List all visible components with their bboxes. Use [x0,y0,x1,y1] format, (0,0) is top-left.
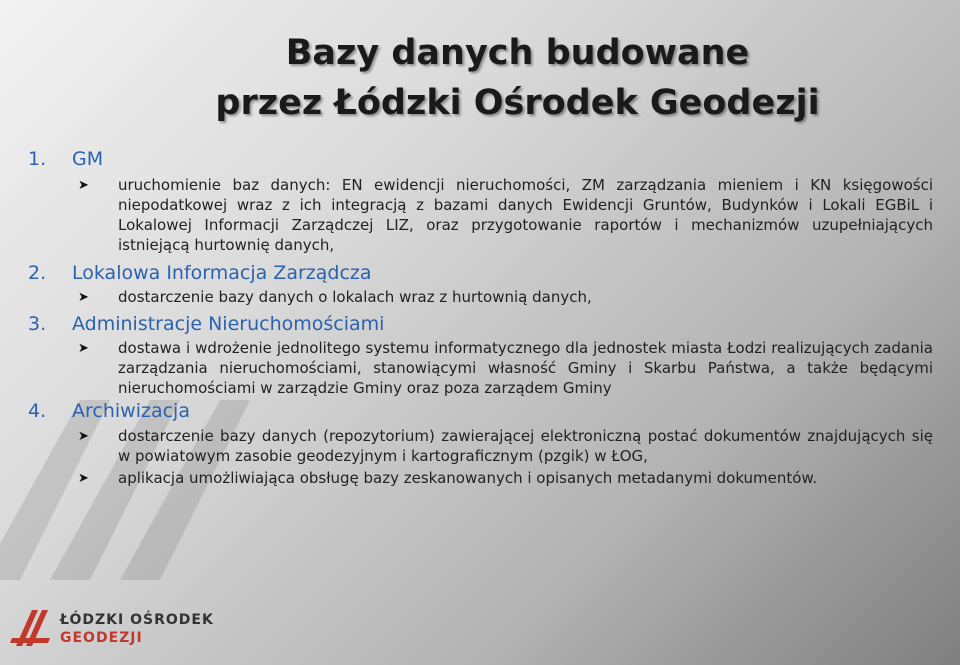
logo-line-1: ŁÓDZKI OŚRODEK [60,612,214,628]
list-item [78,287,933,308]
arrow-bullet-icon: ➤ [78,290,89,305]
section-title: Administracje Nieruchomościami [72,313,385,335]
title-line-1: Bazy danych budowane [285,33,750,73]
section-heading [28,311,933,337]
list-item [78,338,933,398]
list-item-text: dostarczenie bazy danych o lokalach wraz z hurtownią danych, [118,288,592,306]
section-title: GM [72,148,104,170]
list-item [78,426,933,466]
section-archiwizacja [28,398,933,489]
list-item-text: uruchomienie baz danych: EN ewidencji nieruchomości, ZM zarządzania mieniem i KN księgowości niepodatkowej wraz z ich integracją z bazami danych Ewidencji Gruntów, Budynków i Lokali EGBiL i Lokalowej Informacji Zarządczej LIZ, oraz przygotowanie raportów i mechanizmów uzupełniających istniejącą hurtownię danych, [118,176,933,254]
section-number: 3. [28,313,47,335]
section-title: Lokalowa Informacja Zarządcza [72,262,372,284]
section-liz [28,260,933,308]
section-gm [28,146,933,255]
list-item [78,175,933,255]
title-line-2: przez Łódzki Ośrodek Geodezji [215,83,820,123]
list-item [78,468,933,489]
log-logo-icon [10,606,54,652]
section-number: 4. [28,400,47,422]
list-item-text: dostawa i wdrożenie jednolitego systemu informatycznego dla jednostek miasta Łodzi realizujących zadania zarządzania nieruchomościami, stanowiącymi własność Gminy i Skarbu Państwa, a także będącymi nieruchomościami w zarządzie Gminy oraz poza zarządem Gminy [118,339,933,397]
arrow-bullet-icon: ➤ [78,429,89,444]
section-heading [28,260,933,286]
section-heading [28,398,933,424]
list-item-text: aplikacja umożliwiająca obsługę bazy zeskanowanych i opisanych metadanymi dokumentów. [118,469,818,487]
company-logo [10,606,214,652]
logo-line-2: GEODEZJI [60,630,143,646]
arrow-bullet-icon: ➤ [78,471,89,486]
arrow-bullet-icon: ➤ [78,178,89,193]
section-number: 1. [28,148,47,170]
list-item-text: dostarczenie bazy danych (repozytorium) zawierającej elektroniczną postać dokumentów znajdujących się w powiatowym zasobie geodezyjnym i kartograficznym (pzgik) w ŁOG, [118,427,933,465]
section-number: 2. [28,262,47,284]
arrow-bullet-icon: ➤ [78,341,89,356]
section-heading [28,146,933,172]
section-list [28,146,933,489]
section-title: Archiwizacja [72,400,190,422]
page-title [0,28,960,128]
section-administracje [28,311,933,398]
